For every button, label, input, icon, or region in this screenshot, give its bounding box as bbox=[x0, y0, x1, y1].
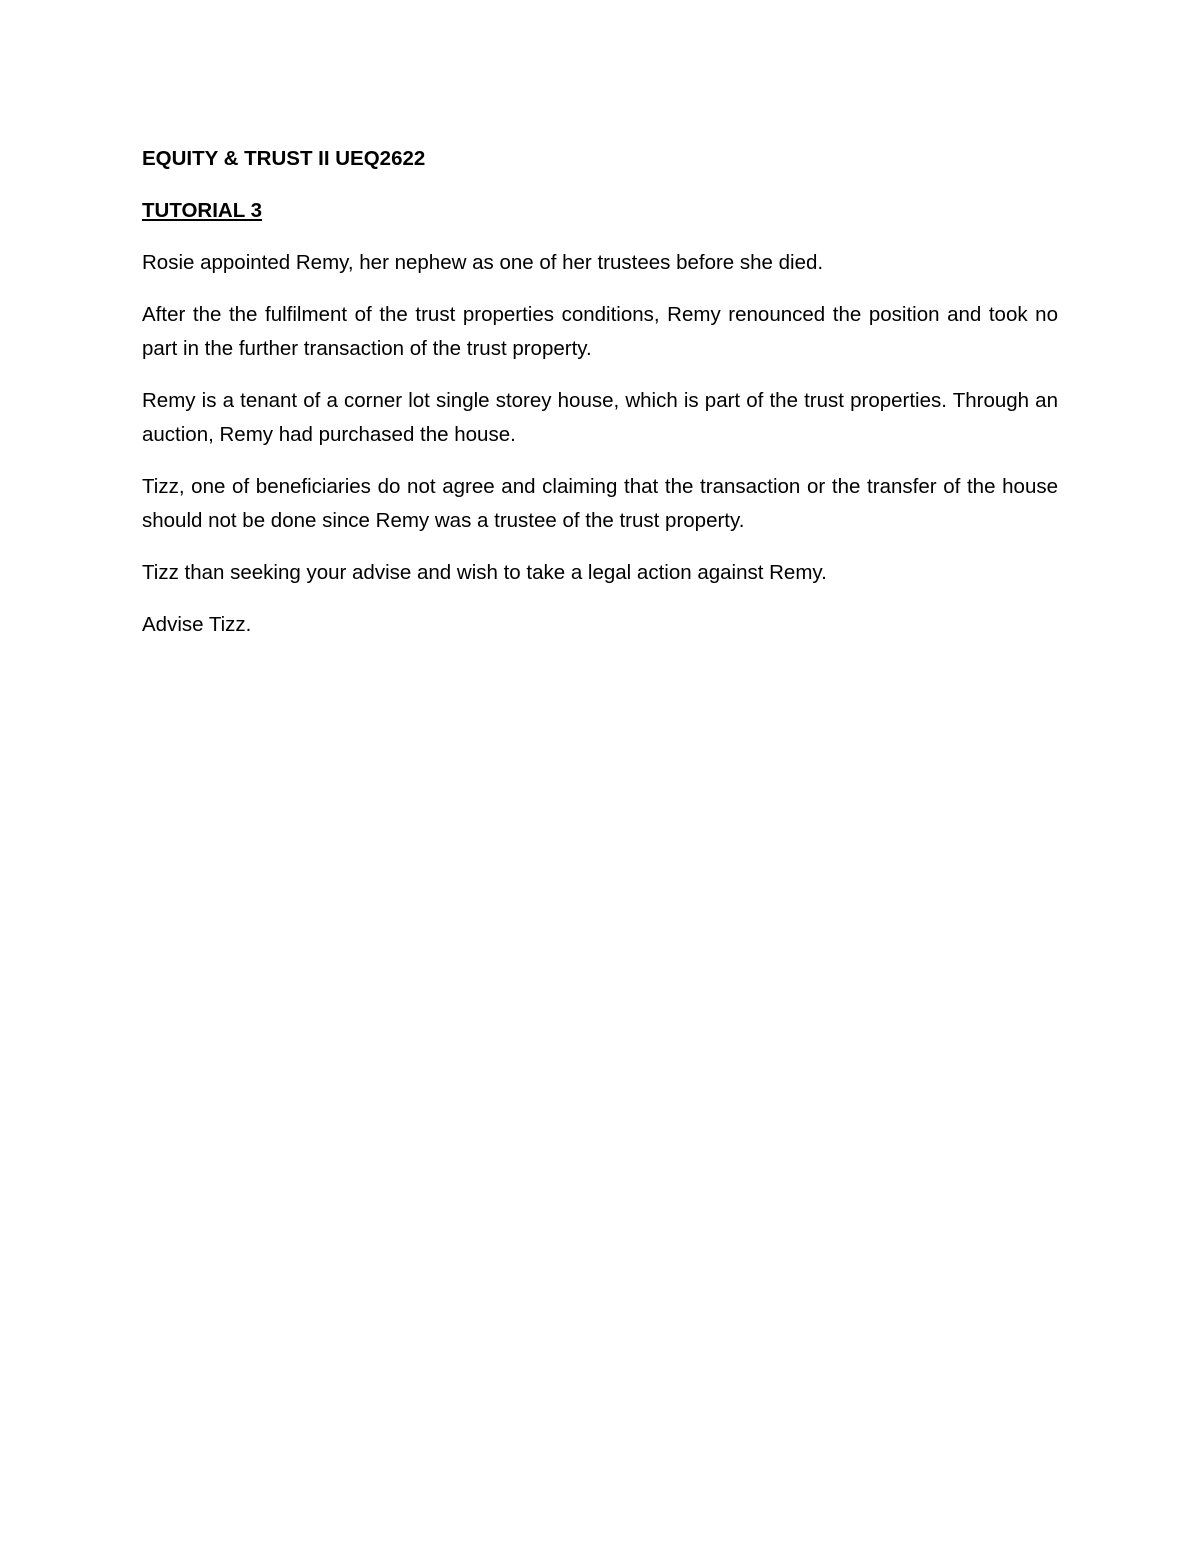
paragraph-2: After the the fulfilment of the trust properties conditions, Remy renounced the position and took no part in the further transaction of the trust property. bbox=[142, 303, 1058, 360]
document-body bbox=[142, 142, 1058, 660]
paragraph-5: Tizz than seeking your advise and wish to take a legal action against Remy. bbox=[142, 561, 827, 584]
course-title: EQUITY & TRUST II UEQ2622 bbox=[142, 147, 426, 170]
paragraph-4: Tizz, one of beneficiaries do not agree and claiming that the transaction or the transfer of the house should not be done since Remy was a trustee of the trust property. bbox=[142, 475, 1058, 532]
paragraph-1: Rosie appointed Remy, her nephew as one of her trustees before she died. bbox=[142, 251, 824, 274]
paragraph-3: Remy is a tenant of a corner lot single storey house, which is part of the trust properties. Through an auction, Remy had purchased the house. bbox=[142, 389, 1058, 446]
paragraph-6: Advise Tizz. bbox=[142, 613, 252, 636]
tutorial-label: TUTORIAL 3 bbox=[142, 199, 262, 222]
